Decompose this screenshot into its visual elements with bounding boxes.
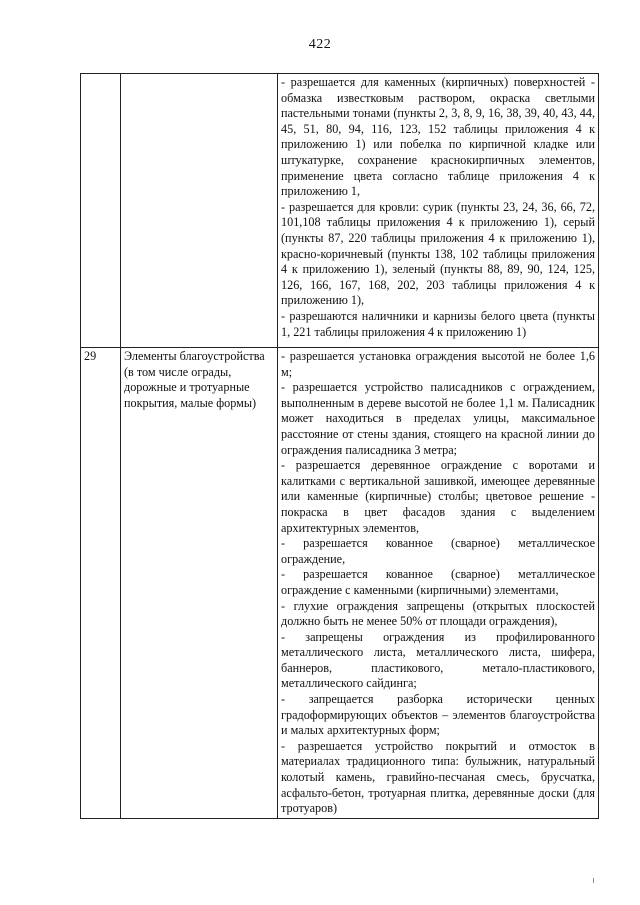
- requirement-item: - глухие ограждения запрещены (открытых плоскостей должно быть не менее 50% от площади ограждения),: [281, 598, 595, 629]
- requirement-item: - разрешается устройство палисадников с ограждением, выполненным в дереве высотой не более 1,1 м. Палисадник может находиться в пределах улицы, максимальное расстояние от стены здания, стоящего на красной линии до ограждения палисадника 3 метра;: [281, 380, 595, 457]
- requirements-cell: [278, 74, 599, 348]
- page-number: 422: [308, 37, 332, 52]
- requirement-item: - разрешается установка ограждения высотой не более 1,6 м;: [281, 349, 595, 379]
- element-name-cell: [121, 74, 278, 348]
- requirement-item: - запрещается разборка исторически ценных градоформирующих объектов – элементов благоустройства и малых архитектурных форм;: [281, 692, 595, 738]
- row-number-cell: 29: [81, 348, 121, 819]
- element-name-cell: Элементы благоустройства (в том числе ограды, дорожные и тротуарные покрытия, малые формы): [121, 348, 278, 819]
- table-row: [81, 74, 599, 348]
- row-number-cell: [81, 74, 121, 348]
- requirement-item: - разрешается для кровли: сурик (пункты 23, 24, 36, 66, 72, 101,108 таблицы приложения 4 к приложению 1), серый (пункты 87, 220 таблицы приложения 4 к приложению 1), красно-коричневый (пункты 138, 102 таблицы приложения 4 к приложению 1), зеленый (пункты 88, 89, 90, 124, 125, 126, 166, 167, 168, 202, 203 таблицы приложения 4 к приложению 1),: [281, 199, 595, 308]
- requirement-item: - разрешается устройство покрытий и отмосток в материалах традиционного типа: булыжник, натуральный колотый камень, гравийно-песчаная смесь, брусчатка, асфальто-бетон, тротуарная плитка, деревянные доски (для тротуаров): [281, 738, 595, 816]
- requirements-cell: [278, 348, 599, 819]
- table-row: [81, 348, 599, 819]
- regulations-table: [80, 73, 599, 819]
- requirement-item: - разрешается деревянное ограждение с воротами и калитками с вертикальной зашивкой, имеющее деревянные или каменные (кирпичные) столбы; цветовое решение - покраска в цвет фасадов здания с выделением архитектурных элементов,: [281, 458, 595, 535]
- requirement-item: - разрешается для каменных (кирпичных) поверхностей - обмазка известковым раствором, окраска светлыми пастельными тонами (пункты 2, 3, 8, 9, 16, 38, 39, 40, 43, 44, 45, 51, 80, 94, 116, 123, 152 таблицы приложения 4 к приложению 1) или побелка по кирпичной кладке или штукатурке, сохранение краснокирпичных элементов, применение цвета согласно таблице приложения 4 к приложению 1,: [281, 75, 595, 199]
- requirement-item: - разрешаются наличники и карнизы белого цвета (пункты 1, 221 таблицы приложения 4 к приложению 1): [281, 308, 595, 339]
- requirement-item: - разрешается кованное (сварное) металлическое ограждение с каменными (кирпичными) элементами,: [281, 567, 595, 597]
- requirement-item: - запрещены ограждения из профилированного металлического листа, металлического листа, шифера, баннеров, пластикового, метало-пластикового, металлического сайдинга;: [281, 629, 595, 691]
- scan-margin-mark: [593, 878, 594, 883]
- requirement-item: - разрешается кованное (сварное) металлическое ограждение,: [281, 536, 595, 566]
